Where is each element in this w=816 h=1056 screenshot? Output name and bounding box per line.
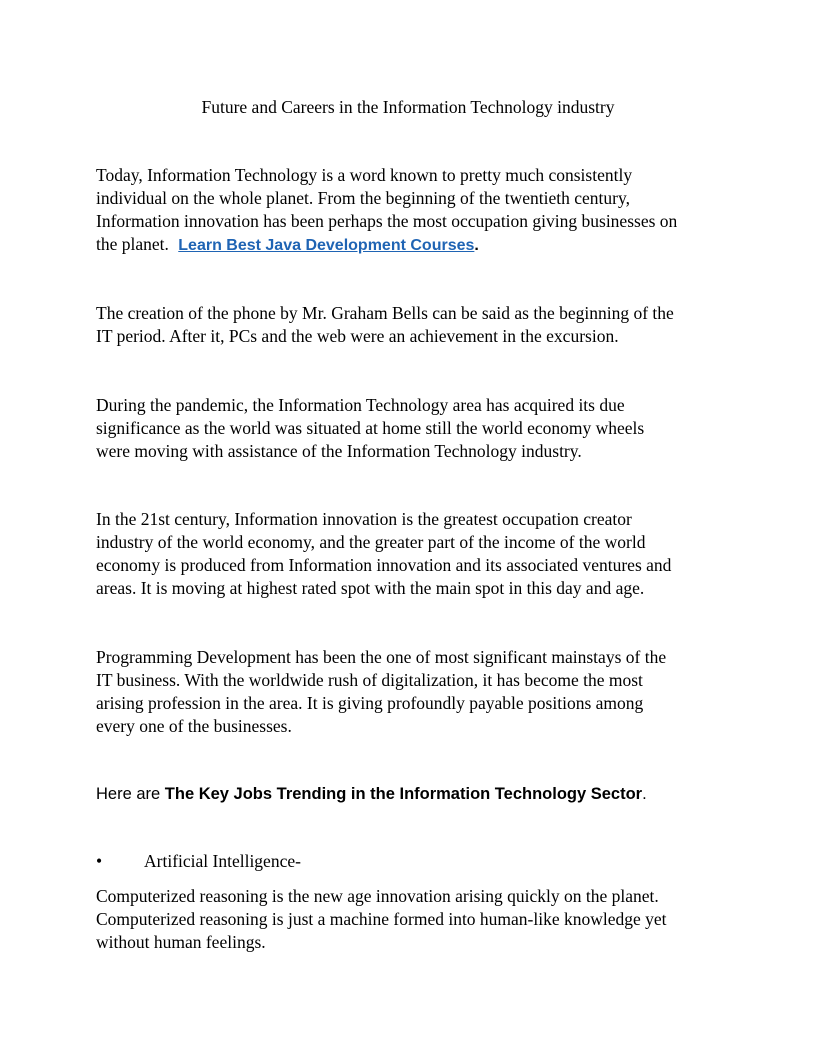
paragraph-line-with-link <box>96 233 736 257</box>
paragraph-line: individual on the whole planet. From the beginning of the twentieth century, <box>96 188 630 208</box>
paragraph-line: In the 21st century, Information innovation is the greatest occupation creator <box>96 509 632 529</box>
paragraph-line: arising profession in the area. It is giving profoundly payable positions among <box>96 693 644 713</box>
paragraph-intro <box>96 164 736 257</box>
paragraph-line: Information innovation has been perhaps the most occupation giving businesses on <box>96 211 678 231</box>
paragraph-programming <box>96 646 736 738</box>
paragraph-line: IT business. With the worldwide rush of digitalization, it has become the most <box>96 670 643 690</box>
link-suffix: . <box>474 237 479 254</box>
key-jobs-prefix: Here are <box>96 785 165 803</box>
key-jobs-suffix: . <box>642 785 647 803</box>
paragraph-phone-history <box>96 302 736 348</box>
bullet-text: Artificial Intelligence- <box>144 851 301 871</box>
paragraph-line: Computerized reasoning is the new age innovation arising quickly on the planet. <box>96 886 659 906</box>
key-jobs-heading <box>96 783 736 806</box>
bullet-icon: • <box>96 851 103 871</box>
paragraph-line: industry of the world economy, and the greater part of the income of the world <box>96 532 646 552</box>
paragraph-line: without human feelings. <box>96 932 266 952</box>
paragraph-line: Computerized reasoning is just a machine formed into human-like knowledge yet <box>96 909 667 929</box>
paragraph-line-prefix: the planet. <box>96 234 169 254</box>
paragraph-ai-description <box>96 885 736 954</box>
paragraph-line: Programming Development has been the one of most significant mainstays of the <box>96 647 667 667</box>
paragraph-21st-century <box>96 508 736 600</box>
paragraph-line: areas. It is moving at highest rated spot with the main spot in this day and age. <box>96 578 645 598</box>
paragraph-line: were moving with assistance of the Information Technology industry. <box>96 441 582 461</box>
bullet-item-ai <box>96 850 301 873</box>
paragraph-line: every one of the businesses. <box>96 716 292 736</box>
paragraph-line: IT period. After it, PCs and the web were an achievement in the excursion. <box>96 326 619 346</box>
paragraph-line: significance as the world was situated at home still the world economy wheels <box>96 418 645 438</box>
paragraph-line: Today, Information Technology is a word known to pretty much consistently <box>96 165 633 185</box>
paragraph-line: During the pandemic, the Information Technology area has acquired its due <box>96 395 625 415</box>
key-jobs-bold-title: The Key Jobs Trending in the Information Technology Sector <box>164 785 643 803</box>
java-courses-link[interactable]: Learn Best Java Development Courses <box>178 237 475 254</box>
document-title: Future and Careers in the Information Technology industry <box>201 97 615 117</box>
paragraph-line: economy is produced from Information innovation and its associated ventures and <box>96 555 672 575</box>
paragraph-pandemic <box>96 394 736 463</box>
paragraph-line: The creation of the phone by Mr. Graham Bells can be said as the beginning of the <box>96 303 674 323</box>
